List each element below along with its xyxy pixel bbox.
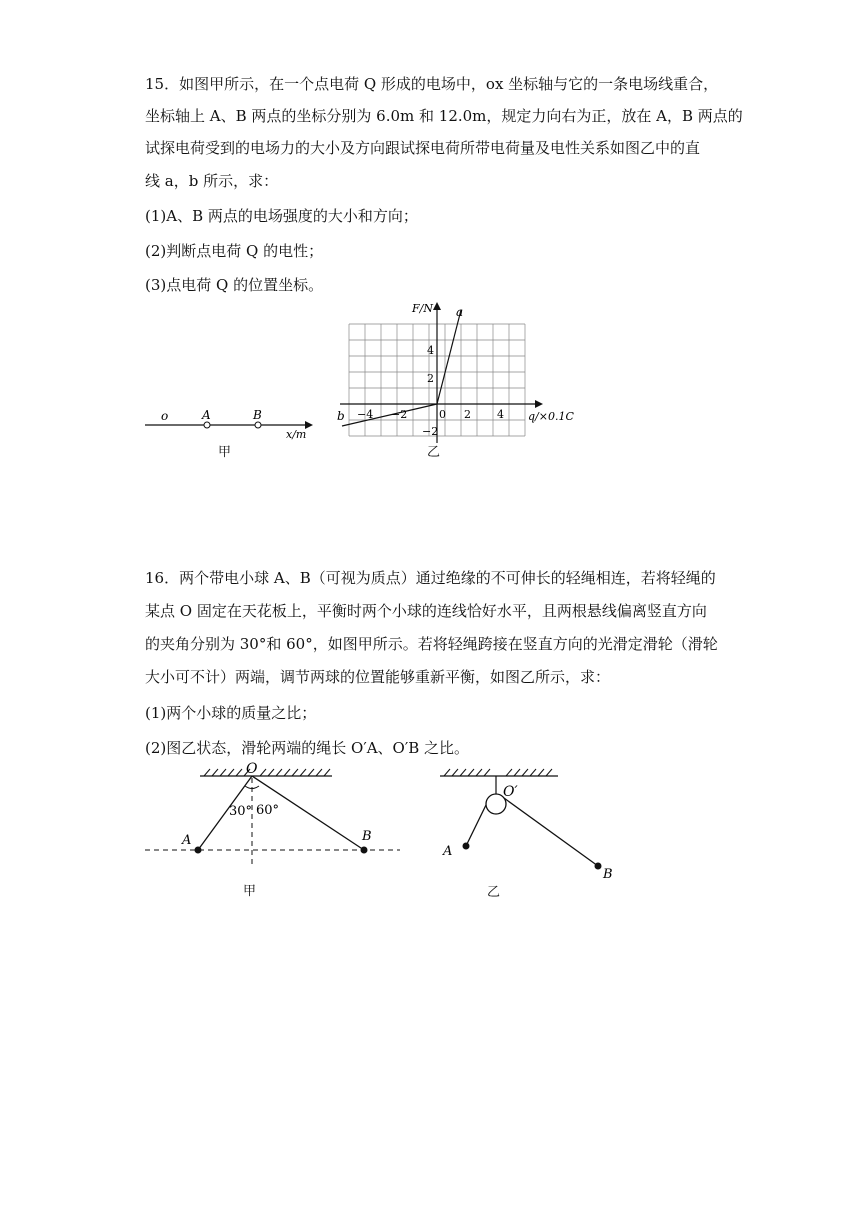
point-a-label: A <box>182 833 192 848</box>
q15-line-3: 试探电荷受到的电场力的大小及方向跟试探电荷所带电荷量及电性关系如图乙中的直 <box>145 139 701 157</box>
q16-fig-jia-caption: 甲 <box>243 884 257 899</box>
q16-fig-yi-caption: 乙 <box>487 885 501 900</box>
q15-fig-yi-caption: 乙 <box>427 445 441 460</box>
point-a-label: A <box>443 844 453 859</box>
q15-line-4: 线 a，b 所示，求： <box>145 172 279 190</box>
q16-line-3: 的夹角分别为 30°和 60°，如图甲所示。若将轻绳跨接在竖直方向的光滑定滑轮（滑轮 <box>145 635 718 653</box>
string-a <box>466 805 486 846</box>
string-b <box>504 798 598 866</box>
point-b-label: B <box>603 867 613 882</box>
q16-fig-yi <box>430 760 630 885</box>
x-tick-2: 2 <box>464 408 471 421</box>
line-a-label: a <box>456 305 464 319</box>
q16-line-2: 某点 O 固定在天花板上，平衡时两个小球的连线恰好水平，且两根悬线偏离竖直方向 <box>145 602 707 620</box>
ball-b <box>361 847 368 854</box>
q16-line-4: 大小可不计）两端，调节两球的位置能够重新平衡，如图乙所示，求： <box>145 668 611 686</box>
q15-fig-jia-caption: 甲 <box>218 445 232 460</box>
x-tick-4: 4 <box>497 408 504 421</box>
x-tick-0: 0 <box>439 408 446 421</box>
point-o-label: O <box>246 761 258 777</box>
q16-line-5: (1)两个小球的质量之比； <box>145 704 317 722</box>
q15-line-2: 坐标轴上 A、B 两点的坐标分别为 6.0m 和 12.0m，规定力向右为正，放在 A，B 两点的 <box>145 107 743 125</box>
origin-label: o <box>161 409 169 423</box>
q16-line-1: 16．两个带电小球 A、B（可视为质点）通过绝缘的不可伸长的轻绳相连，若将轻绳的 <box>145 569 716 587</box>
q15-line-1: 15．如图甲所示，在一个点电荷 Q 形成的电场中，ox 坐标轴与它的一条电场线重合， <box>145 75 719 93</box>
point-a-label: A <box>202 408 211 422</box>
y-tick-4: 4 <box>427 344 434 357</box>
y-tick-neg2: −2 <box>422 425 439 438</box>
q15-line-6: (2)判断点电荷 Q 的电性； <box>145 242 324 260</box>
point-a-dot <box>204 422 210 428</box>
line-b-label: b <box>337 409 345 423</box>
x-tick-neg2: −2 <box>391 408 408 421</box>
angle-30-label: 30° <box>229 804 253 819</box>
q15-line-5: (1)A、B 两点的电场强度的大小和方向； <box>145 207 418 225</box>
point-b-label: B <box>253 408 262 422</box>
point-b-label: B <box>362 829 372 844</box>
x-tick-neg4: −4 <box>357 408 374 421</box>
ball-b <box>595 863 602 870</box>
q16-line-6: (2)图乙状态，滑轮两端的绳长 O′A、O′B 之比。 <box>145 739 470 757</box>
q15-force-graph <box>330 298 580 458</box>
point-o-prime-label: O′ <box>503 784 518 800</box>
y-axis-label: F/N <box>412 302 433 315</box>
y-tick-2: 2 <box>427 372 434 385</box>
angle-60-label: 60° <box>256 803 280 818</box>
q15-line-7: (3)点电荷 Q 的位置坐标。 <box>145 276 324 294</box>
ball-a <box>195 847 202 854</box>
q16-fig-jia <box>140 758 410 868</box>
x-axis-label: q/×0.1C <box>528 410 574 423</box>
point-b-dot <box>255 422 261 428</box>
x-axis-label: x/m <box>286 428 307 441</box>
ball-a <box>463 843 470 850</box>
